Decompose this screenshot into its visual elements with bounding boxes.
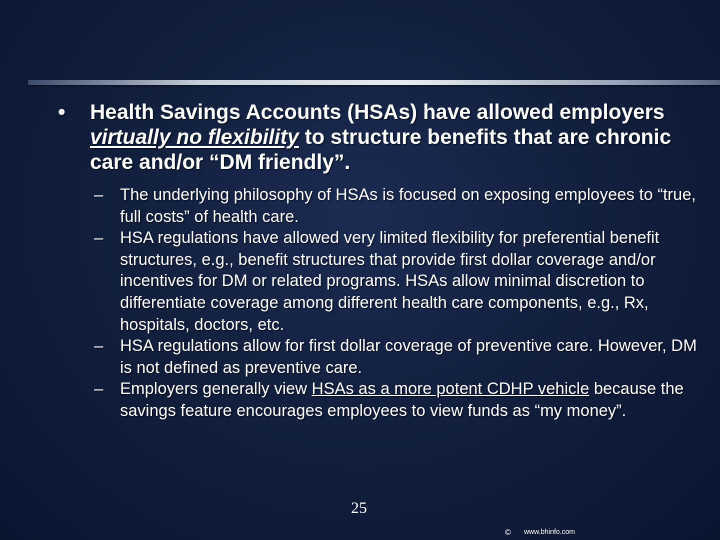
page-number: 25 — [351, 500, 367, 517]
sub-bullet-list — [58, 185, 698, 423]
sub-bullet-text: HSA regulations have allowed very limited flexibility for preferential benefit structures, e.g., benefit structures that provide first dollar coverage and/or incentives for DM or related programs. HSAs allow minimal discretion to differentiate coverage among different health care components, e.g., Rx, hospitals, doctors, etc. — [120, 229, 660, 334]
slide-content — [58, 100, 698, 423]
main-bullet-emphasis: virtually no flexibility — [90, 126, 299, 149]
sub-bullet-underlined: HSAs as a more potent CDHP vehicle — [311, 380, 590, 399]
copyright-icon: © — [505, 528, 511, 537]
sub-bullet-2 — [58, 228, 698, 336]
footer-website: www.bhinfo.com — [524, 529, 575, 536]
top-divider-rule — [28, 80, 720, 85]
bullet-marker: • — [58, 101, 66, 124]
sub-bullet-text-after: because the savings feature encourages employees to view funds as “my money”. — [120, 380, 684, 420]
main-bullet-text-before: Health Savings Accounts (HSAs) have allowed employers — [90, 101, 665, 124]
sub-bullet-text-before: Employers generally view — [120, 380, 312, 399]
dash-marker: – — [94, 380, 104, 399]
sub-bullet-4 — [58, 379, 698, 422]
sub-bullet-3 — [58, 336, 698, 379]
dash-marker: – — [94, 229, 104, 248]
main-bullet — [58, 100, 698, 175]
dash-marker: – — [94, 337, 104, 356]
sub-bullet-1 — [58, 185, 698, 228]
sub-bullet-text: HSA regulations allow for first dollar coverage of preventive care. However, DM is not defined as preventive care. — [120, 337, 697, 377]
sub-bullet-text: The underlying philosophy of HSAs is focused on exposing employees to “true, full costs” of health care. — [120, 186, 696, 226]
dash-marker: – — [94, 186, 104, 204]
main-bullet-text-after: to structure benefits that are chronic care and/or “DM friendly”. — [90, 126, 672, 174]
